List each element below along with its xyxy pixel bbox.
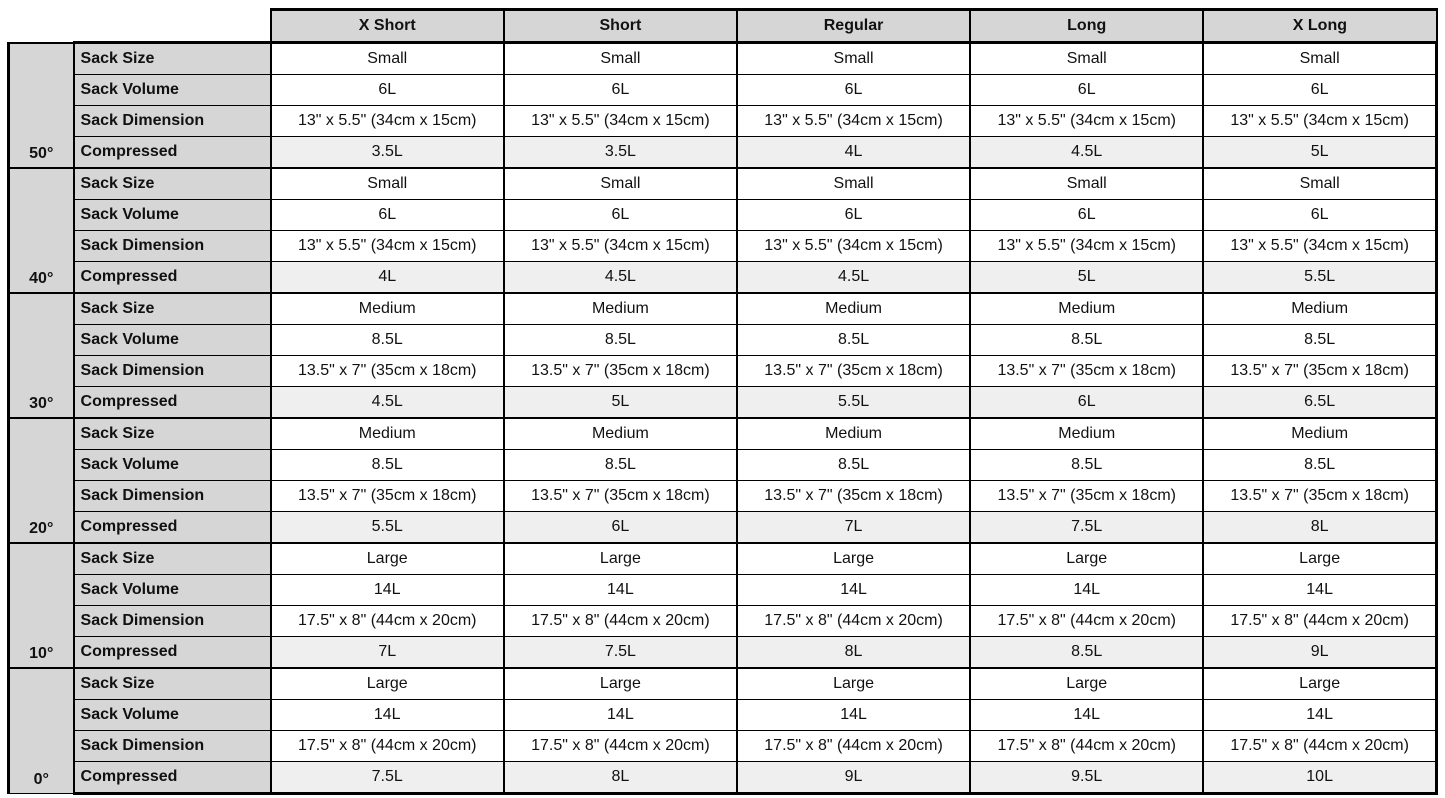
data-cell: Small — [970, 168, 1203, 200]
data-cell: 13.5" x 7" (35cm x 18cm) — [1203, 481, 1436, 512]
data-cell: 13" x 5.5" (34cm x 15cm) — [1203, 106, 1436, 137]
data-cell: Large — [1203, 543, 1436, 575]
data-cell: 8.5L — [271, 325, 504, 356]
data-cell: 6L — [737, 75, 970, 106]
row-label-cell: Sack Dimension — [74, 731, 271, 762]
data-cell: 13" x 5.5" (34cm x 15cm) — [504, 106, 737, 137]
data-cell: 13" x 5.5" (34cm x 15cm) — [970, 106, 1203, 137]
row-label-cell: Sack Size — [74, 668, 271, 700]
data-cell: 17.5" x 8" (44cm x 20cm) — [737, 731, 970, 762]
data-cell: 14L — [970, 575, 1203, 606]
table-row — [9, 43, 1437, 75]
table-row — [9, 387, 1437, 419]
data-cell: 8.5L — [970, 637, 1203, 669]
row-label-cell: Sack Dimension — [74, 481, 271, 512]
column-header-long: Long — [970, 10, 1203, 43]
data-cell: Large — [1203, 668, 1436, 700]
data-cell: 6L — [1203, 200, 1436, 231]
data-cell: Medium — [271, 418, 504, 450]
data-cell: 8.5L — [737, 325, 970, 356]
data-cell: 7.5L — [504, 637, 737, 669]
data-cell: Small — [271, 168, 504, 200]
data-cell: Large — [737, 668, 970, 700]
data-cell: 6L — [504, 75, 737, 106]
table-row — [9, 481, 1437, 512]
data-cell: 14L — [1203, 575, 1436, 606]
table-row — [9, 137, 1437, 169]
column-header-x-long: X Long — [1203, 10, 1436, 43]
corner-spacer-label — [74, 10, 271, 43]
corner-spacer-temp — [9, 10, 74, 43]
data-cell: Small — [504, 43, 737, 75]
data-cell: 7.5L — [970, 512, 1203, 544]
data-cell: 8.5L — [504, 450, 737, 481]
data-cell: 14L — [504, 575, 737, 606]
data-cell: 13.5" x 7" (35cm x 18cm) — [1203, 356, 1436, 387]
data-cell: 14L — [737, 700, 970, 731]
data-cell: 13" x 5.5" (34cm x 15cm) — [504, 231, 737, 262]
data-cell: 6L — [504, 200, 737, 231]
data-cell: 8.5L — [1203, 450, 1436, 481]
column-header-regular: Regular — [737, 10, 970, 43]
data-cell: 13" x 5.5" (34cm x 15cm) — [737, 231, 970, 262]
data-cell: 4.5L — [271, 387, 504, 419]
data-cell: 4.5L — [970, 137, 1203, 169]
data-cell: 17.5" x 8" (44cm x 20cm) — [970, 731, 1203, 762]
data-cell: 13" x 5.5" (34cm x 15cm) — [1203, 231, 1436, 262]
data-cell: 3.5L — [504, 137, 737, 169]
table-row — [9, 575, 1437, 606]
data-cell: 8L — [1203, 512, 1436, 544]
row-label-cell: Sack Dimension — [74, 606, 271, 637]
data-cell: 9L — [737, 762, 970, 794]
temperature-rating-cell: 30° — [9, 293, 74, 418]
data-cell: 13" x 5.5" (34cm x 15cm) — [271, 231, 504, 262]
column-header-x-short: X Short — [271, 10, 504, 43]
row-label-cell: Compressed — [74, 512, 271, 544]
data-cell: 17.5" x 8" (44cm x 20cm) — [504, 606, 737, 637]
data-cell: 6L — [970, 75, 1203, 106]
data-cell: 8.5L — [271, 450, 504, 481]
data-cell: 10L — [1203, 762, 1436, 794]
data-cell: Medium — [1203, 293, 1436, 325]
row-label-cell: Sack Volume — [74, 575, 271, 606]
data-cell: Small — [737, 168, 970, 200]
data-cell: 17.5" x 8" (44cm x 20cm) — [1203, 731, 1436, 762]
data-cell: Large — [271, 543, 504, 575]
temperature-rating-cell: 10° — [9, 543, 74, 668]
data-cell: 14L — [504, 700, 737, 731]
row-label-cell: Sack Size — [74, 293, 271, 325]
table-row — [9, 75, 1437, 106]
data-cell: 14L — [1203, 700, 1436, 731]
data-cell: 17.5" x 8" (44cm x 20cm) — [970, 606, 1203, 637]
row-label-cell: Sack Dimension — [74, 106, 271, 137]
table-row — [9, 637, 1437, 669]
row-label-cell: Compressed — [74, 637, 271, 669]
row-label-cell: Sack Size — [74, 43, 271, 75]
data-cell: 4.5L — [737, 262, 970, 294]
data-cell: 13" x 5.5" (34cm x 15cm) — [737, 106, 970, 137]
data-cell: 17.5" x 8" (44cm x 20cm) — [271, 731, 504, 762]
table-row — [9, 262, 1437, 294]
row-label-cell: Compressed — [74, 387, 271, 419]
data-cell: Medium — [737, 293, 970, 325]
data-cell: 13" x 5.5" (34cm x 15cm) — [271, 106, 504, 137]
data-cell: 5.5L — [271, 512, 504, 544]
row-label-cell: Sack Volume — [74, 450, 271, 481]
temperature-rating-cell: 0° — [9, 668, 74, 794]
data-cell: 17.5" x 8" (44cm x 20cm) — [1203, 606, 1436, 637]
table-row — [9, 418, 1437, 450]
data-cell: 13.5" x 7" (35cm x 18cm) — [504, 481, 737, 512]
data-cell: 5L — [504, 387, 737, 419]
data-cell: 6L — [1203, 75, 1436, 106]
table-row — [9, 731, 1437, 762]
data-cell: 4L — [271, 262, 504, 294]
data-cell: 8L — [737, 637, 970, 669]
row-label-cell: Sack Volume — [74, 325, 271, 356]
data-cell: 17.5" x 8" (44cm x 20cm) — [271, 606, 504, 637]
data-cell: Medium — [504, 418, 737, 450]
data-cell: 7.5L — [271, 762, 504, 794]
data-cell: 8.5L — [737, 450, 970, 481]
column-header-short: Short — [504, 10, 737, 43]
data-cell: 4.5L — [504, 262, 737, 294]
data-cell: 5.5L — [737, 387, 970, 419]
data-cell: 8.5L — [504, 325, 737, 356]
temperature-rating-cell: 50° — [9, 43, 74, 169]
row-label-cell: Sack Volume — [74, 75, 271, 106]
table-row — [9, 325, 1437, 356]
data-cell: 13.5" x 7" (35cm x 18cm) — [504, 356, 737, 387]
data-cell: Medium — [504, 293, 737, 325]
data-cell: 3.5L — [271, 137, 504, 169]
table-row — [9, 668, 1437, 700]
temperature-rating-cell: 40° — [9, 168, 74, 293]
data-cell: 17.5" x 8" (44cm x 20cm) — [737, 606, 970, 637]
data-cell: Medium — [970, 418, 1203, 450]
data-cell: 14L — [271, 575, 504, 606]
data-cell: Large — [271, 668, 504, 700]
table-row — [9, 356, 1437, 387]
data-cell: 6L — [271, 200, 504, 231]
table-row — [9, 543, 1437, 575]
data-cell: Small — [1203, 168, 1436, 200]
sack-size-spec-table — [7, 8, 1438, 795]
data-cell: Small — [271, 43, 504, 75]
data-cell: Large — [737, 543, 970, 575]
data-cell: Large — [970, 668, 1203, 700]
table-row — [9, 106, 1437, 137]
data-cell: 13.5" x 7" (35cm x 18cm) — [737, 481, 970, 512]
row-label-cell: Sack Volume — [74, 200, 271, 231]
data-cell: 9L — [1203, 637, 1436, 669]
data-cell: Large — [504, 668, 737, 700]
row-label-cell: Sack Size — [74, 418, 271, 450]
data-cell: 6L — [737, 200, 970, 231]
data-cell: Small — [970, 43, 1203, 75]
data-cell: 8L — [504, 762, 737, 794]
table-row — [9, 512, 1437, 544]
row-label-cell: Sack Size — [74, 543, 271, 575]
data-cell: 13.5" x 7" (35cm x 18cm) — [737, 356, 970, 387]
table-row — [9, 762, 1437, 794]
data-cell: 6.5L — [1203, 387, 1436, 419]
data-cell: 6L — [970, 200, 1203, 231]
data-cell: Medium — [271, 293, 504, 325]
data-cell: 4L — [737, 137, 970, 169]
data-cell: Medium — [1203, 418, 1436, 450]
data-cell: 6L — [504, 512, 737, 544]
data-cell: 8.5L — [970, 325, 1203, 356]
table-row — [9, 293, 1437, 325]
table-row — [9, 606, 1437, 637]
data-cell: 8.5L — [970, 450, 1203, 481]
data-cell: 8.5L — [1203, 325, 1436, 356]
data-cell: 7L — [271, 637, 504, 669]
row-label-cell: Compressed — [74, 137, 271, 169]
row-label-cell: Compressed — [74, 762, 271, 794]
data-cell: 13.5" x 7" (35cm x 18cm) — [970, 356, 1203, 387]
table-row — [9, 200, 1437, 231]
data-cell: Medium — [737, 418, 970, 450]
data-cell: 5L — [970, 262, 1203, 294]
data-cell: Medium — [970, 293, 1203, 325]
data-cell: 13.5" x 7" (35cm x 18cm) — [271, 356, 504, 387]
data-cell: 7L — [737, 512, 970, 544]
data-cell: 13" x 5.5" (34cm x 15cm) — [970, 231, 1203, 262]
row-label-cell: Sack Dimension — [74, 356, 271, 387]
table-row — [9, 700, 1437, 731]
data-cell: 14L — [737, 575, 970, 606]
row-label-cell: Sack Volume — [74, 700, 271, 731]
data-cell: 14L — [271, 700, 504, 731]
row-label-cell: Sack Size — [74, 168, 271, 200]
data-cell: 5L — [1203, 137, 1436, 169]
data-cell: Large — [970, 543, 1203, 575]
data-cell: Small — [504, 168, 737, 200]
data-cell: 6L — [271, 75, 504, 106]
table-row — [9, 450, 1437, 481]
data-cell: 13.5" x 7" (35cm x 18cm) — [970, 481, 1203, 512]
temperature-rating-cell: 20° — [9, 418, 74, 543]
row-label-cell: Compressed — [74, 262, 271, 294]
data-cell: 14L — [970, 700, 1203, 731]
data-cell: Small — [1203, 43, 1436, 75]
header-row — [9, 10, 1437, 43]
data-cell: Small — [737, 43, 970, 75]
table-body — [9, 43, 1437, 794]
table-row — [9, 168, 1437, 200]
data-cell: Large — [504, 543, 737, 575]
table-row — [9, 231, 1437, 262]
data-cell: 13.5" x 7" (35cm x 18cm) — [271, 481, 504, 512]
data-cell: 5.5L — [1203, 262, 1436, 294]
data-cell: 6L — [970, 387, 1203, 419]
row-label-cell: Sack Dimension — [74, 231, 271, 262]
data-cell: 9.5L — [970, 762, 1203, 794]
data-cell: 17.5" x 8" (44cm x 20cm) — [504, 731, 737, 762]
